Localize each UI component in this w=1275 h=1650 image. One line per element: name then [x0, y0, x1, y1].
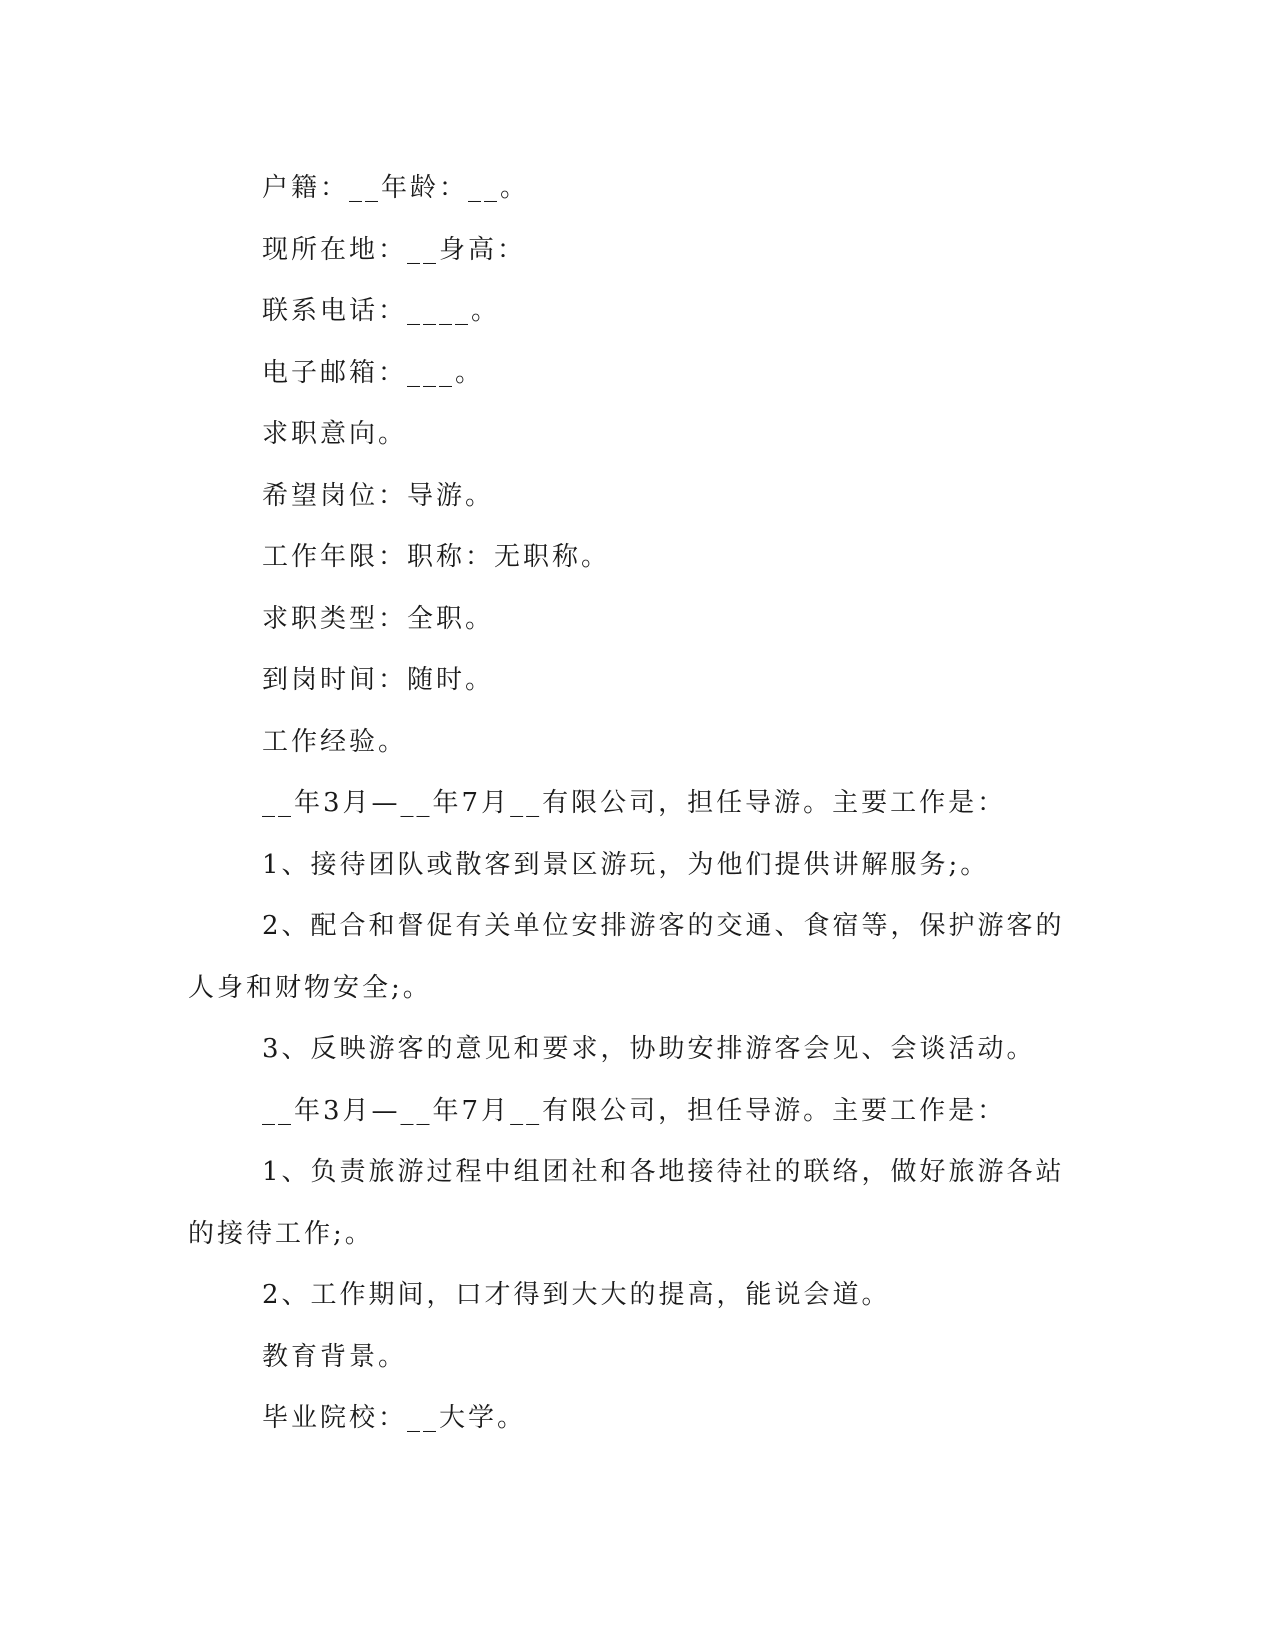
field-work-years-title: 工作年限：职称：无职称。: [262, 542, 611, 572]
field-availability: 到岗时间：随时。: [262, 665, 495, 695]
experience-entry-1-duty-2: 2、配合和督促有关单位安排游客的交通、食宿等，保护游客的人身和财物安全;。: [188, 911, 1065, 1003]
field-graduated-school: 毕业院校：__大学。: [262, 1403, 527, 1433]
experience-entry-1-duty-3: 3、反映游客的意见和要求，协助安排游客会见、会谈活动。: [262, 1034, 1036, 1064]
experience-entry-1-duty-1: 1、接待团队或散客到景区游玩，为他们提供讲解服务;。: [262, 849, 990, 880]
experience-entry-2-duty-1: 1、负责旅游过程中组团社和各地接待社的联络，做好旅游各站的接待工作;。: [188, 1157, 1065, 1249]
field-email: 电子邮箱：___。: [262, 357, 485, 388]
document-body: [188, 158, 1068, 1450]
section-heading-job-intention: 求职意向。: [262, 419, 408, 449]
field-current-location-height: 现所在地：__身高：: [262, 234, 527, 265]
experience-entry-2-duty-2: 2、工作期间，口才得到大大的提高，能说会道。: [262, 1280, 891, 1310]
section-heading-education: 教育背景。: [262, 1341, 408, 1372]
experience-entry-2-header: __年3月—__年7月__有限公司，担任导游。主要工作是：: [262, 1095, 1007, 1126]
field-phone: 联系电话：____。: [262, 296, 501, 326]
field-job-type: 求职类型：全职。: [262, 603, 495, 634]
section-heading-work-experience: 工作经验。: [262, 726, 408, 757]
experience-entry-1-header: __年3月—__年7月__有限公司，担任导游。主要工作是：: [262, 788, 1007, 818]
field-household-registration-age: 户籍：__年龄：__。: [262, 173, 530, 203]
field-desired-position: 希望岗位：导游。: [262, 480, 495, 511]
